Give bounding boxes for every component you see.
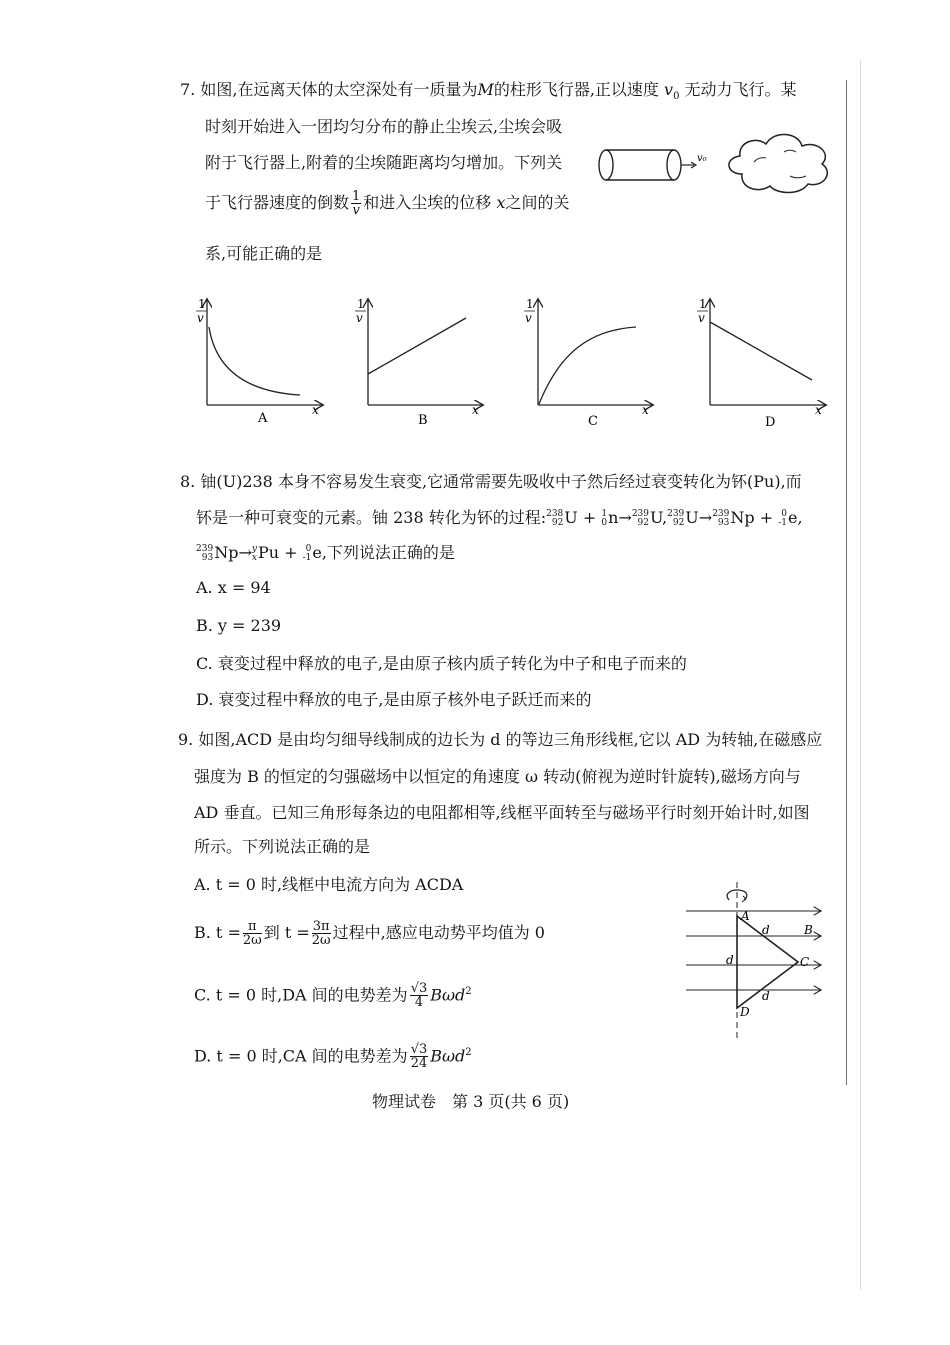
graph-a — [196, 297, 322, 426]
graph-c — [524, 297, 652, 429]
q7-line1: 7. 如图,在远离天体的太空深处有一质量为M的柱形飞行器,正以速度 $v_0$ 无动力飞行。某 — [180, 80, 797, 103]
side-d-label: d — [762, 989, 770, 1003]
option-c-label: C — [588, 414, 598, 429]
q7-line5: 系,可能正确的是 — [205, 244, 323, 263]
svg-text:x: x — [472, 403, 479, 417]
dust-cloud — [729, 134, 827, 192]
svg-text:1: 1 — [357, 297, 365, 311]
svg-text:1: 1 — [699, 297, 707, 311]
spacecraft-figure — [594, 128, 844, 200]
svg-text:v: v — [197, 311, 204, 325]
q9-option-a: A. t = 0 时,线框中电流方向为 ACDA — [194, 875, 464, 894]
vertex-d-label: D — [740, 1005, 750, 1019]
option-d-label: D — [765, 415, 776, 430]
vertex-a-label: A — [741, 909, 750, 923]
svg-text:v: v — [698, 311, 705, 325]
page-footer: 物理试卷 第 3 页(共 6 页) — [372, 1092, 570, 1111]
svg-text:v: v — [525, 311, 532, 325]
curve-a — [209, 327, 300, 395]
svg-text:1: 1 — [198, 297, 206, 311]
svg-text:x: x — [642, 403, 649, 417]
v0-label: v₀ — [697, 153, 707, 164]
q7-graphs — [180, 292, 840, 432]
curve-c — [539, 327, 636, 404]
q8-option-a: A. x = 94 — [196, 578, 271, 597]
q9-option-c: C. t = 0 时,DA 间的电势差为 $\frac{√3}{4}$ Bωd$^2$ — [194, 981, 472, 1011]
q8-option-b: B. y = 239 — [196, 616, 282, 635]
cylinder-spacecraft — [599, 150, 696, 180]
q8-line1: 8. 铀(U)238 本身不容易发生衰变,它通常需要先吸收中子然后经过衰变转化为钚(Pu),而 — [180, 472, 802, 491]
q8-line2: 钚是一种可衰变的元素。铀 238 转化为钚的过程: 238 92 U + 1 0 n→ 239 92 U, 239 92 U→ 239 93 Np + 0 -1 e, — [196, 508, 803, 528]
q8-option-c: C. 衰变过程中释放的电子,是由原子核内质子转化为中子和电子而来的 — [196, 654, 687, 673]
q7-line4: 于飞行器速度的倒数 $\frac{1}{v}$ 和进入尘埃的位移 x之间的关 — [205, 189, 570, 218]
svg-text:v: v — [356, 311, 363, 325]
q9-line3: AD 垂直。已知三角形每条边的电阻都相等,线框平面转至与磁场平行时刻开始计时,如图 — [194, 803, 810, 822]
vertex-c-label: C — [800, 955, 810, 969]
side-d-label: d — [726, 953, 734, 967]
q8-option-d: D. 衰变过程中释放的电子,是由原子核外电子跃迁而来的 — [196, 690, 592, 709]
side-d-label: d — [762, 923, 770, 937]
line-b — [368, 318, 466, 374]
graph-b — [355, 297, 482, 428]
q7-line2: 时刻开始进入一团均匀分布的静止尘埃云,尘埃会吸 — [205, 117, 563, 136]
option-b-label: B — [418, 413, 428, 428]
q9-option-b: B. t = $\frac{\pi}{2\omega}$ 到 t = $\frac{3\pi}{2\omega}$ 过程中,感应电动势平均值为 0 — [194, 919, 545, 948]
option-a-label: A — [258, 411, 268, 426]
q9-triangle-figure — [680, 880, 830, 1040]
graph-d — [697, 297, 825, 430]
margin-rule — [846, 80, 847, 1085]
q9-line2: 强度为 B 的恒定的匀强磁场中以恒定的角速度 ω 转动(俯视为逆时针旋转),磁场方向与 — [194, 767, 801, 786]
line-d — [710, 322, 812, 380]
q9-option-d: D. t = 0 时,CA 间的电势差为 $\frac{√3}{24}$ Bωd$^2$ — [194, 1042, 472, 1072]
q7-line3: 附于飞行器上,附着的尘埃随距离均匀增加。下列关 — [205, 153, 563, 172]
q8-line3: 239 93 Np→ y x Pu + 0 -1 e,下列说法正确的是 — [196, 543, 455, 563]
q9-line4: 所示。下列说法正确的是 — [194, 837, 371, 856]
svg-text:x: x — [815, 403, 822, 417]
svg-text:x: x — [312, 403, 319, 417]
page-edge-shadow — [860, 60, 861, 1290]
svg-text:1: 1 — [526, 297, 534, 311]
q9-line1: 9. 如图,ACD 是由均匀细导线制成的边长为 d 的等边三角形线框,它以 AD 为转轴,在磁感应 — [178, 730, 823, 749]
magnetic-field-lines — [686, 911, 820, 990]
field-b-label: B — [804, 923, 813, 937]
